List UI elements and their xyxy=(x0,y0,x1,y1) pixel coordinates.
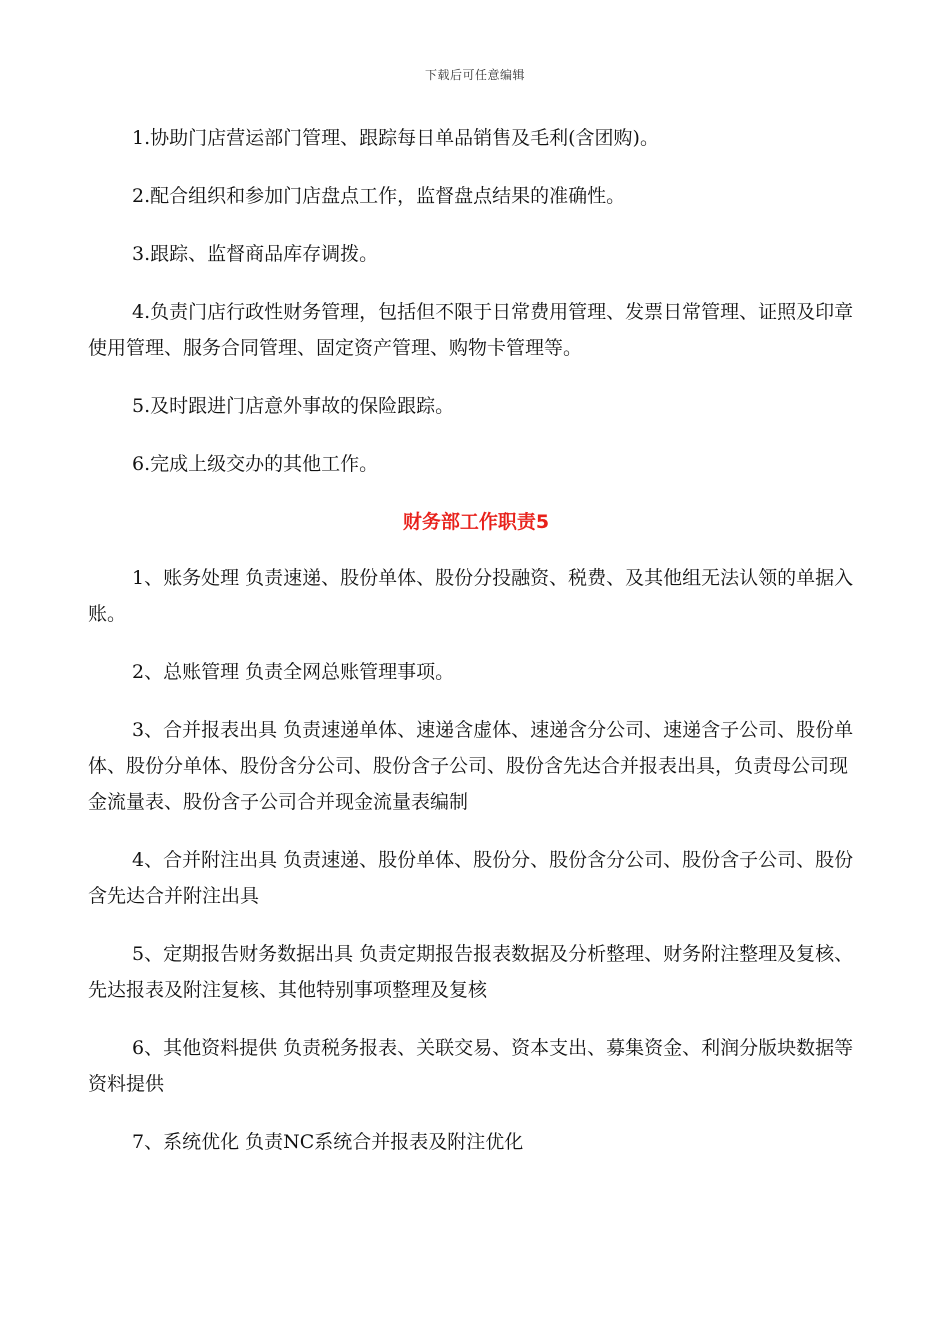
duty-item-5: 5.及时跟进门店意外事故的保险跟踪。 xyxy=(132,395,455,417)
duty-item-6: 6.完成上级交办的其他工作。 xyxy=(132,453,379,475)
document-body xyxy=(88,120,864,1182)
finance-duty-3: 3、合并报表出具 负责速递单体、速递含虚体、速递含分公司、速递含子公司、股份单体、股份分单体、股份含分公司、股份含子公司、股份含先达合并报表出具，负责母公司现金流量表、股份含子公司合并现金流量表编制 xyxy=(88,719,854,813)
duty-item-1: 1.协助门店营运部门管理、跟踪每日单品销售及毛利(含团购)。 xyxy=(132,127,659,149)
finance-duty-5: 5、定期报告财务数据出具 负责定期报告报表数据及分析整理、财务附注整理及复核、先达报表及附注复核、其他特别事项整理及复核 xyxy=(88,943,854,1001)
finance-duty-6: 6、其他资料提供 负责税务报表、关联交易、资本支出、募集资金、利润分版块数据等资料提供 xyxy=(88,1037,854,1095)
finance-duty-2: 2、总账管理 负责全网总账管理事项。 xyxy=(132,661,455,683)
page-header: 下载后可任意编辑 xyxy=(424,68,525,82)
finance-duty-7: 7、系统优化 负责NC系统合并报表及附注优化 xyxy=(132,1131,524,1153)
duty-item-2: 2.配合组织和参加门店盘点工作，监督盘点结果的准确性。 xyxy=(132,185,626,207)
section-title: 财务部工作职责5 xyxy=(402,511,550,533)
finance-duty-1: 1、账务处理 负责速递、股份单体、股份分投融资、税费、及其他组无法认领的单据入账。 xyxy=(88,567,854,625)
duty-item-3: 3.跟踪、监督商品库存调拨。 xyxy=(132,243,379,265)
finance-duty-4: 4、合并附注出具 负责速递、股份单体、股份分、股份含分公司、股份含子公司、股份含先达合并附注出具 xyxy=(88,849,854,907)
duty-item-4: 4.负责门店行政性财务管理，包括但不限于日常费用管理、发票日常管理、证照及印章使用管理、服务合同管理、固定资产管理、购物卡管理等。 xyxy=(88,301,854,359)
